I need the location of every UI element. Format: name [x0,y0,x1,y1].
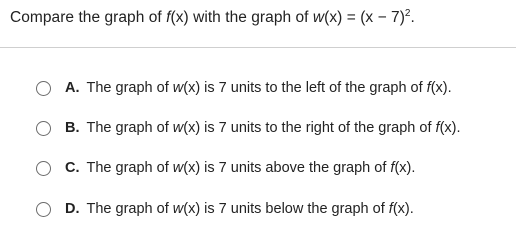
choice-text-mid: is 7 units below the graph of [200,201,389,217]
choice-text-end: . [447,80,452,96]
choice-w-arg: (x) [183,120,201,136]
choice-d[interactable] [36,197,414,221]
choice-f-arg: (x) [430,80,448,96]
choice-f-name: f [435,120,440,136]
radio-button-b[interactable] [36,121,51,136]
choice-w-name: w [172,80,184,96]
choice-letter: D. [65,201,80,217]
choice-text [87,120,461,136]
choice-f-arg: (x) [392,201,410,217]
choice-text [87,160,416,176]
choice-w-name: w [172,160,184,176]
question-period: . [410,9,415,26]
choice-text-mid: is 7 units to the right of the graph of [200,120,436,136]
choice-text-end: . [456,120,461,136]
choice-text-mid: is 7 units above the graph of [200,160,391,176]
choice-text-before: The graph of [86,80,173,96]
choice-w-name: w [172,120,184,136]
choice-w-arg: (x) [183,201,201,217]
choice-letter: A. [65,80,80,96]
question-exponent: 2 [404,8,411,19]
question-w-name: w [312,9,325,26]
choice-f-arg: (x) [394,160,412,176]
choice-text [87,80,452,96]
question-f-name: f [166,9,171,26]
choice-w-arg: (x) [183,160,201,176]
radio-button-c[interactable] [36,161,51,176]
choice-text-before: The graph of [86,201,173,217]
choice-w-name: w [172,201,184,217]
radio-button-d[interactable] [36,202,51,217]
question-w-arg: (x) [324,9,343,26]
choice-text-before: The graph of [86,120,173,136]
radio-button-a[interactable] [36,81,51,96]
question-prefix: Compare the graph of [10,9,167,26]
choice-a[interactable] [36,76,452,100]
choice-text-end: . [409,201,414,217]
choice-b[interactable] [36,116,461,140]
choice-f-name: f [390,160,395,176]
choice-letter: C. [65,160,80,176]
question-equation: = (x − 7) [342,9,405,26]
choice-text-before: The graph of [86,160,173,176]
choice-f-name: f [426,80,431,96]
choice-f-name: f [388,201,393,217]
question-f-arg: (x) [170,9,189,26]
choice-c[interactable] [36,156,415,180]
choice-text-mid: is 7 units to the left of the graph of [200,80,427,96]
question-middle: with the graph of [188,9,313,26]
choice-text [87,201,414,217]
choice-f-arg: (x) [439,120,457,136]
choice-text-end: . [411,160,416,176]
choice-w-arg: (x) [183,80,201,96]
choice-letter: B. [65,120,80,136]
